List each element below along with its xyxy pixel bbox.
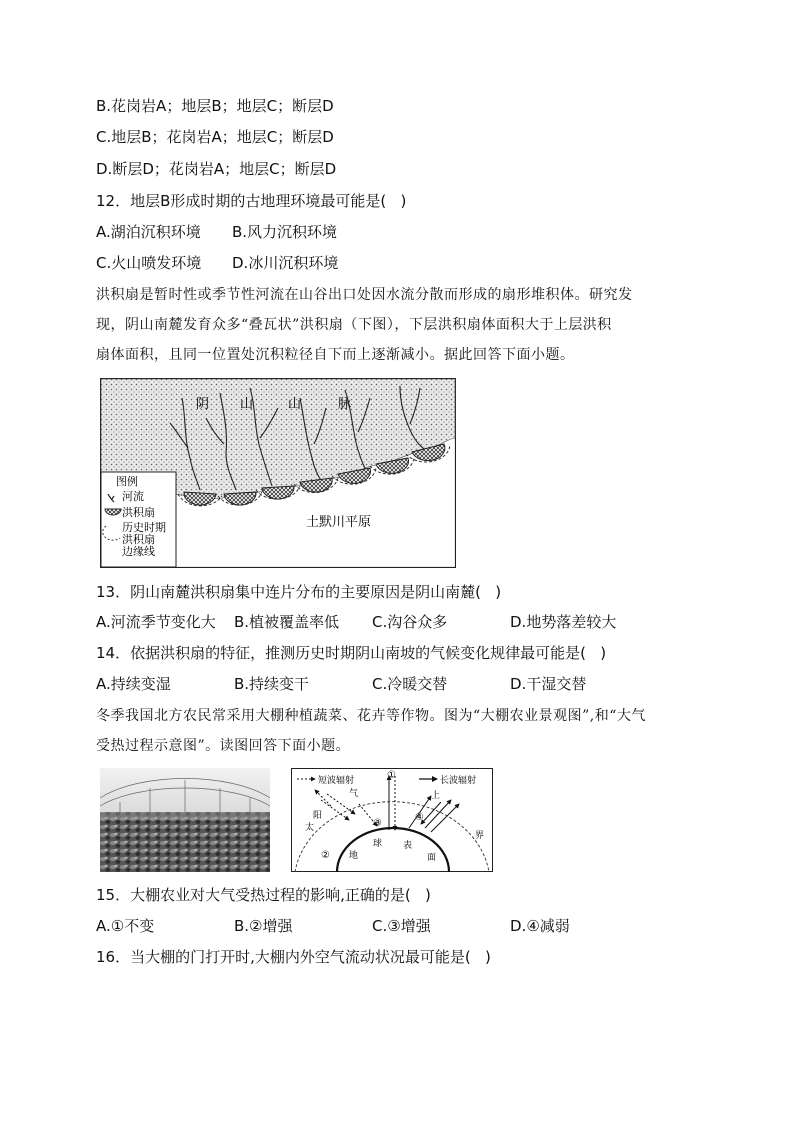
atmos-char: 气	[349, 789, 359, 799]
legend-long-wave: 长波辐射	[440, 776, 477, 786]
q12-option-b: B.风力沉积环境	[232, 223, 338, 241]
surface-char: 球	[373, 839, 383, 849]
q14-option-a: A.持续变湿	[96, 675, 171, 693]
alluvial-fan-map	[100, 378, 456, 568]
q14-option-b: B.持续变干	[234, 675, 310, 693]
mountain-char: 山	[288, 397, 302, 412]
passage1-line: 扇体面积，且同一位置处沉积粒径自下而上逐渐减小。据此回答下面小题。	[96, 347, 575, 363]
q12-option-c: C.火山喷发环境	[96, 254, 202, 272]
label-3: ③	[373, 818, 382, 829]
legend-short-wave: 短波辐射	[318, 776, 355, 786]
q15-option-b: B.②增强	[234, 917, 293, 935]
q11-option-d: D.断层D；花岗岩A；地层C；断层D	[96, 160, 337, 178]
map-legend	[101, 472, 176, 567]
label-1: ①	[387, 770, 396, 781]
q13-option-b: B.植被覆盖率低	[234, 613, 340, 631]
q15-stem: 15．大棚农业对大气受热过程的影响,正确的是( )	[96, 886, 431, 904]
legend-title: 图例	[116, 475, 138, 488]
legend-hist: 洪积扇	[122, 533, 155, 546]
surface-char: 表	[403, 841, 413, 851]
q15-option-d: D.④减弱	[510, 917, 570, 935]
q13-option-c: C.沟谷众多	[372, 613, 448, 631]
q14-stem: 14．依据洪积扇的特征，推测历史时期阴山南坡的气候变化规律最可能是( )	[96, 644, 607, 662]
atmosphere-heating-diagram	[291, 768, 493, 872]
mountain-char: 阴	[196, 397, 210, 412]
q12-stem: 12．地层B形成时期的古地理环境最可能是( )	[96, 192, 407, 210]
mountain-char: 脉	[338, 397, 352, 412]
q16-stem: 16．当大棚的门打开时,大棚内外空气流动状况最可能是( )	[96, 948, 491, 966]
plain-label: 土默川平原	[306, 515, 372, 530]
q14-option-d: D.干湿交替	[510, 675, 587, 693]
q11-option-c: C.地层B；花岗岩A；地层C；断层D	[96, 128, 334, 146]
q15-option-a: A.①不变	[96, 917, 155, 935]
label-4: ④	[415, 812, 424, 823]
q13-stem: 13．阴山南麓洪积扇集中连片分布的主要原因是阴山南麓( )	[96, 583, 502, 601]
q15-option-c: C.③增强	[372, 917, 431, 935]
atmos-char: 上	[431, 791, 441, 801]
surface-char: 地	[349, 851, 359, 861]
passage2-line: 冬季我国北方农民常采用大棚种植蔬菜、花卉等作物。图为“大棚农业景观图”,和“大气	[96, 708, 646, 724]
q14-option-c: C.冷暖交替	[372, 675, 448, 693]
legend-hist: 边缘线	[122, 545, 155, 558]
surface-char: 面	[427, 853, 437, 863]
atmos-char: 界	[475, 831, 485, 841]
q12-option-d: D.冰川沉积环境	[232, 254, 339, 272]
label-2: ②	[321, 850, 330, 861]
passage1-line: 洪积扇是暂时性或季节性河流在山谷出口处因水流分散而形成的扇形堆积体。研究发	[96, 287, 633, 303]
legend-river: 河流	[122, 490, 144, 503]
passage2-line: 受热过程示意图”。读图回答下面小题。	[96, 738, 351, 754]
legend-fan: 洪积扇	[122, 506, 155, 519]
taiyang-char: 阳	[313, 811, 323, 821]
q11-option-b: B.花岗岩A；地层B；地层C；断层D	[96, 97, 334, 115]
legend-hist: 历史时期	[122, 521, 166, 534]
q12-option-a: A.湖泊沉积环境	[96, 223, 201, 241]
greenhouse-photo	[100, 768, 270, 872]
passage1-line: 现，阴山南麓发育众多“叠瓦状”洪积扇（下图），下层洪积扇体面积大于上层洪积	[96, 317, 612, 333]
q13-option-d: D.地势落差较大	[510, 613, 617, 631]
mountain-char: 山	[240, 397, 254, 412]
taiyang-char: 太	[305, 823, 315, 833]
q13-option-a: A.河流季节变化大	[96, 613, 216, 631]
